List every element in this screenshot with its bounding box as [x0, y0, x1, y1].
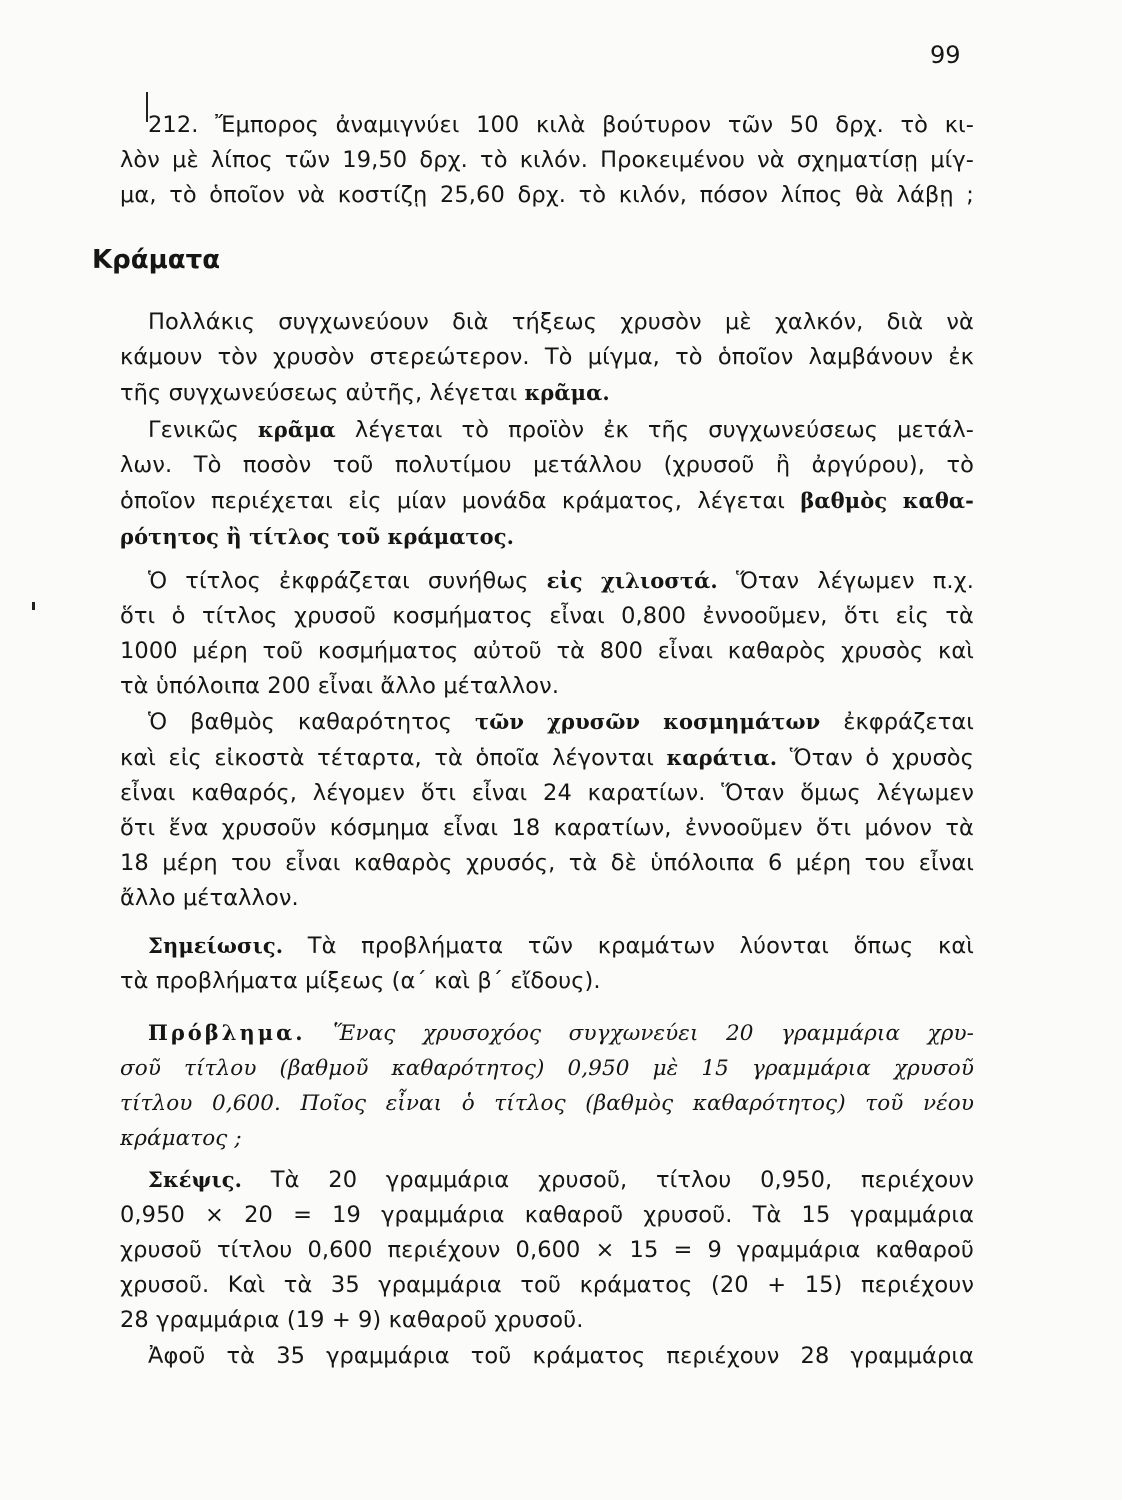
text-line [120, 563, 974, 599]
text-line: 0,950 × 20 = 19 γραμμάρια καθαροῦ χρυσοῦ. Τὰ 15 γραμμάρια [120, 1202, 974, 1228]
text-line: εἶναι καθαρός, λέγομεν ὅτι εἶναι 24 καρατίων. Ὅταν ὅμως λέγωμεν [120, 780, 974, 806]
text-line: ἄλλο μέταλλον. [120, 885, 299, 911]
text-line: λων. Τὸ ποσὸν τοῦ πολυτίμου μετάλλου (χρυσοῦ ἢ ἀργύρου), τὸ [120, 452, 974, 478]
text-line: κράματος ; [120, 1126, 242, 1151]
problem-212 [120, 108, 974, 213]
paragraph-thousandths [120, 563, 974, 704]
text-line: χρυσοῦ τίτλου 0,600 περιέχουν 0,600 × 15 = 9 γραμμάρια καθαροῦ [120, 1237, 974, 1263]
text-line: σοῦ τίτλου (βαθμοῦ καθαρότητος) 0,950 μὲ 15 γραμμάρια χρυσοῦ [120, 1056, 974, 1081]
problem-212-line: 212. Ἔμπορος ἀναμιγνύει 100 κιλὰ βούτυρον τῶν 50 δρχ. τὸ κι- [148, 112, 974, 138]
paragraph-purity [120, 412, 974, 555]
text-line: ὅτι ὁ τίτλος χρυσοῦ κοσμήματος εἶναι 0,800 ἐννοοῦμεν, ὅτι εἰς τὰ [120, 603, 974, 629]
text-line [120, 704, 974, 740]
text-line: τίτλου 0,600. Ποῖος εἶναι ὁ τίτλος (βαθμὸς καθαρότητος) τοῦ νέου [120, 1091, 974, 1116]
text-line: Ἀφοῦ τὰ 35 γραμμάρια τοῦ κράματος περιέχουν 28 γραμμάρια [148, 1343, 974, 1369]
term-gold-jewelry: τῶν χρυσῶν κοσμημάτων [475, 709, 821, 734]
term-carats: καράτια. [666, 745, 778, 770]
text-line: ὅτι ἕνα χρυσοῦν κόσμημα εἶναι 18 καρατίων, ἐννοοῦμεν ὅτι μόνον τὰ [120, 815, 974, 841]
text-line [120, 1015, 974, 1051]
problem-212-line: λὸν μὲ λίπος τῶν 19,50 δρχ. τὸ κιλόν. Προκειμένου νὰ σχηματίσῃ μίγ- [120, 147, 974, 173]
final-paragraph [120, 1339, 974, 1374]
text-segment: Ἕνας χρυσοχόος συγχωνεύει 20 γραμμάρια χρυ- [305, 1021, 974, 1046]
text-line [120, 519, 974, 555]
text-line [120, 375, 974, 411]
note-paragraph [120, 928, 974, 999]
term-title: ρότητος ἢ τίτλος τοῦ κράματος. [120, 524, 515, 549]
text-segment: Γενικῶς [148, 417, 258, 443]
text-line [120, 412, 974, 448]
section-heading: Κράματα [92, 245, 221, 275]
term-purity: βαθμὸς καθα- [800, 488, 974, 513]
note-label: Σημείωσις. [148, 933, 284, 958]
problem-paragraph [120, 1015, 974, 1156]
solution-label: Σκέψις. [148, 1167, 243, 1192]
text-line: τὰ προβλήματα μίξεως (α΄ καὶ β΄ εἴδους). [120, 968, 601, 994]
text-segment: Ὁ τίτλος ἐκφράζεται συνήθως [148, 568, 547, 594]
problem-label: Πρόβλημα. [148, 1020, 306, 1045]
term-thousandths: εἰς χιλιοστά. [546, 568, 718, 593]
page-number: 99 [930, 41, 961, 69]
text-line: τὰ ὑπόλοιπα 200 εἶναι ἄλλο μέταλλον. [120, 673, 560, 699]
text-segment: Ὅταν λέγωμεν π.χ. [717, 568, 974, 594]
text-line: κάμουν τὸν χρυσὸν στερεώτερον. Τὸ μίγμα, τὸ ὁποῖον λαμβάνουν ἐκ [120, 344, 974, 370]
text-segment: ὁποῖον περιέχεται εἰς μίαν μονάδα κράματος, λέγεται [120, 488, 801, 514]
term-krama: κρᾶμα [257, 417, 336, 442]
solution-paragraph [120, 1162, 974, 1338]
text-segment: τῆς συγχωνεύσεως αὐτῆς, λέγεται [120, 380, 525, 406]
text-line [120, 1162, 974, 1198]
text-line: 18 μέρη του εἶναι καθαρὸς χρυσός, τὰ δὲ ὑπόλοιπα 6 μέρη του εἶναι [120, 850, 974, 876]
paragraph-carats [120, 704, 974, 916]
text-segment: Ὅταν ὁ χρυσὸς [777, 745, 974, 771]
problem-212-line: μα, τὸ ὁποῖον νὰ κοστίζῃ 25,60 δρχ. τὸ κιλόν, πόσον λίπος θὰ λάβῃ ; [120, 182, 974, 208]
text-segment: Τὰ προβλήματα τῶν κραμάτων λύονται ὅπως καὶ [283, 933, 974, 959]
text-line [120, 740, 974, 776]
term-krama: κρᾶμα. [524, 380, 610, 405]
text-line: Πολλάκις συγχωνεύουν διὰ τήξεως χρυσὸν μὲ χαλκόν, διὰ νὰ [148, 309, 974, 335]
text-line: χρυσοῦ. Καὶ τὰ 35 γραμμάρια τοῦ κράματος (20 + 15) περιέχουν [120, 1272, 974, 1298]
pencil-mark [32, 602, 35, 610]
text-segment: Τὰ 20 γραμμάρια χρυσοῦ, τίτλου 0,950, περιέχουν [242, 1167, 974, 1193]
text-line: 28 γραμμάρια (19 + 9) καθαροῦ χρυσοῦ. [120, 1307, 584, 1333]
text-line: 1000 μέρη τοῦ κοσμήματος αὐτοῦ τὰ 800 εἶναι καθαρὸς χρυσὸς καὶ [120, 638, 974, 664]
text-segment: λέγεται τὸ προϊὸν ἐκ τῆς συγχωνεύσεως μετάλ- [335, 417, 974, 443]
paragraph-alloys-intro [120, 305, 974, 411]
text-line [120, 483, 974, 519]
text-segment: Ὁ βαθμὸς καθαρότητος [148, 709, 475, 735]
text-line [120, 928, 974, 964]
text-segment: καὶ εἰς εἰκοστὰ τέταρτα, τὰ ὁποῖα λέγονται [120, 745, 667, 771]
text-segment: ἐκφράζεται [820, 709, 974, 735]
